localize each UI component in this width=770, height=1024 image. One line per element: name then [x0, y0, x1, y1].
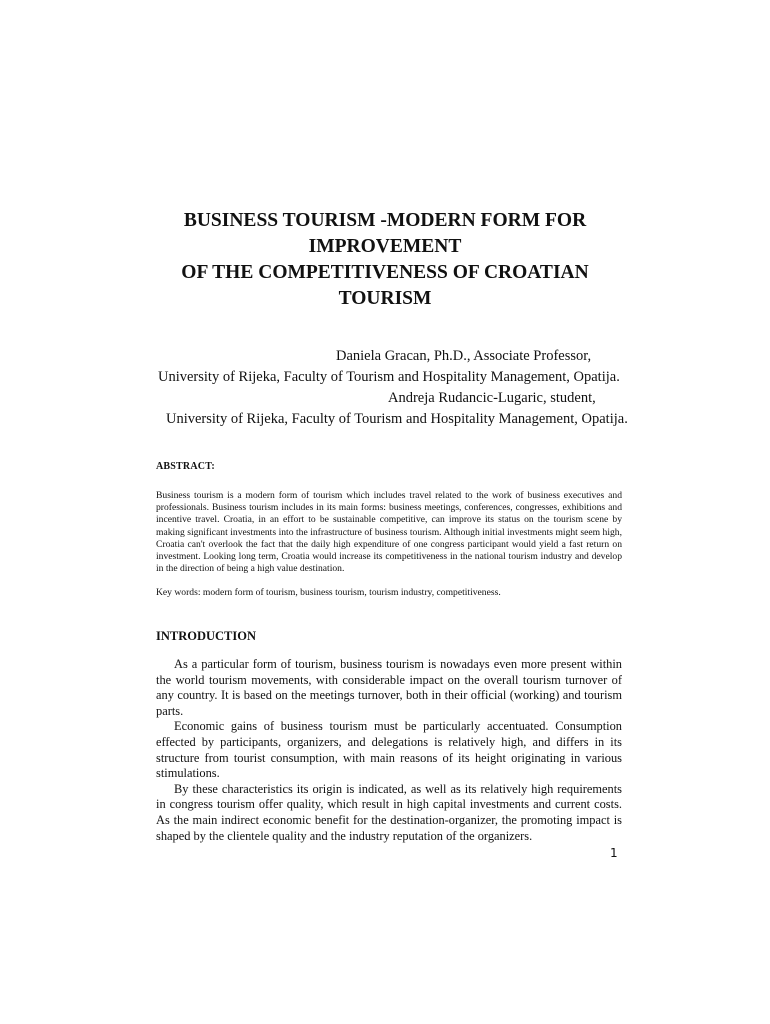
title-line: IMPROVEMENT [308, 236, 462, 257]
author-name: Daniela Gracan, Ph.D., Associate Professor, [336, 348, 592, 364]
introduction-body [156, 657, 622, 844]
keywords: Key words: modern form of tourism, business tourism, tourism industry, competitiveness. [156, 587, 501, 598]
author-affiliation: University of Rijeka, Faculty of Tourism and Hospitality Management, Opatija. [158, 369, 620, 385]
title-line: OF THE COMPETITIVENESS OF CROATIAN [181, 262, 589, 283]
abstract-heading: ABSTRACT: [156, 461, 215, 472]
paragraph: Economic gains of business tourism must be particularly accentuated. Consumption effected by participants, organizers, and delegations is relatively high, and differs in its structure from tourist consumption, with main reasons of its height originating in various stimulations. [156, 719, 622, 781]
page-number: 1 [610, 846, 618, 860]
abstract-text: Business tourism is a modern form of tourism which includes travel related to the work of business executives and professionals. Business tourism includes in its main forms: business meetings, conferences, congresses, exhibitions and incentive travel. Croatia, in an effort to be sustainable competitive, can improve its status on the tourism scene by making significant investments into the infrastructure of business tourism. Although initial investments might seem high, Croatia can't overlook the fact that the daily high expenditure of one congress participant would yield a fast return on investment. Looking long term, Croatia would increase its competitiveness in the national tourism industry and develop in the direction of being a high value destination. [156, 490, 622, 575]
author-name: Andreja Rudancic-Lugaric, student, [388, 390, 596, 406]
paragraph: By these characteristics its origin is indicated, as well as its relatively high requirements in congress tourism offer quality, which result in high capital investments and current costs. As the main indirect economic benefit for the destination-organizer, the promoting impact is shaped by the clientele quality and the industry reputation of the organizers. [156, 781, 622, 843]
paragraph: As a particular form of tourism, business tourism is nowadays even more present within the world tourism movements, with considerable impact on the overall tourism turnover of any country. It is based on the meetings turnover, both in their official (working) and tourism parts. [156, 657, 622, 718]
title-line: BUSINESS TOURISM -MODERN FORM FOR [183, 210, 587, 231]
paper-title [150, 208, 620, 312]
title-line: TOURISM [338, 288, 432, 309]
author-block [150, 346, 628, 430]
author-affiliation: University of Rijeka, Faculty of Tourism and Hospitality Management, Opatija. [166, 411, 628, 427]
introduction-heading: INTRODUCTION [156, 629, 257, 643]
